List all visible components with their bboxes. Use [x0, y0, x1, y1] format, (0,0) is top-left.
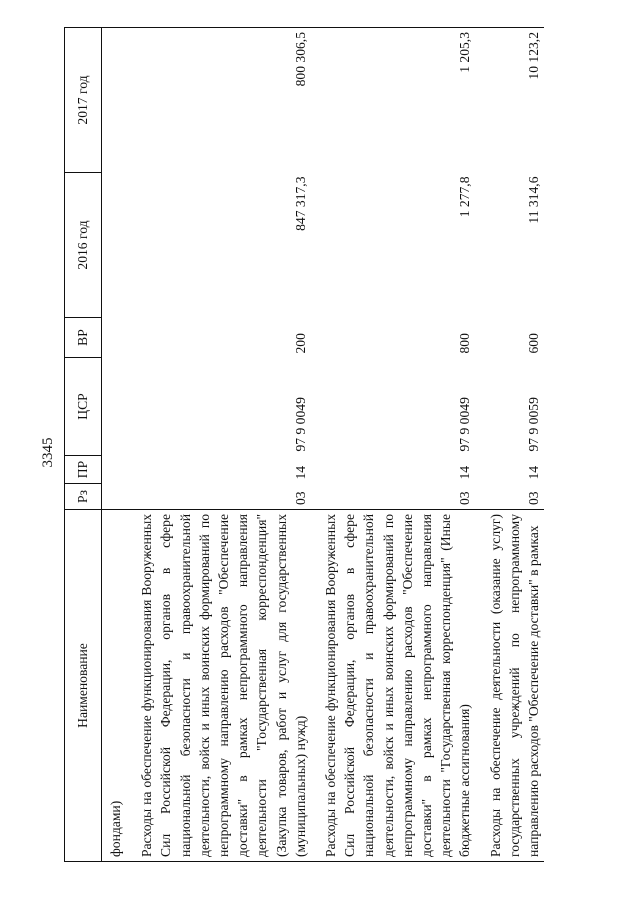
row-pr: 14	[457, 465, 473, 480]
row-rz: 03	[526, 491, 542, 505]
table-row	[476, 28, 545, 862]
header-rz: Рз	[65, 484, 102, 510]
row-pr: 14	[292, 465, 308, 480]
row-rz: 03	[292, 491, 308, 505]
row-2016: 11 314,6	[526, 176, 542, 224]
header-vr: ВР	[65, 318, 102, 358]
row-csr: 97 9 0049	[457, 397, 473, 452]
row-name: Расходы на обеспечение деятельности (оказание услуг) государственных учреждений по непрограммному направлению расходов "Обеспечение доставки" в рамках	[476, 510, 545, 862]
row-2017: 10 123,2	[476, 28, 545, 173]
header-2017: 2017 год	[65, 28, 102, 173]
row-vr: 600	[526, 333, 542, 354]
header-pr: ПР	[65, 456, 102, 484]
row-2017: 800 306,5	[125, 28, 311, 173]
page-number: 3345	[40, 437, 56, 468]
header-2016: 2016 год	[65, 173, 102, 318]
budget-table	[64, 27, 544, 862]
continuation-text: фондами)	[102, 510, 126, 862]
continuation-row	[102, 28, 126, 862]
header-csr: ЦСР	[65, 358, 102, 456]
table-row	[311, 28, 476, 862]
header-row	[65, 28, 102, 862]
row-name: Расходы на обеспечение функционирования Вооруженных Сил Российской Федерации, органов в сфере национальной безопасности и правоохранительной деятельности, войск и иных воинских формирований по непрограммному направлению расходов "Обеспечение доставки" в рамках непрограммного направления деятельности "Государственная корреспонденция" (Иные бюджетные ассигнования)	[311, 510, 476, 862]
row-csr: 97 9 0059	[526, 397, 542, 452]
row-2016: 847 317,3	[292, 176, 308, 231]
row-2017: 1 205,3	[311, 28, 476, 173]
header-name: Наименование	[65, 510, 102, 862]
row-pr: 14	[526, 465, 542, 480]
row-vr: 200	[292, 333, 308, 354]
table-row	[125, 28, 311, 862]
row-name: Расходы на обеспечение функционирования Вооруженных Сил Российской Федерации, органов в сфере национальной безопасности и правоохранительной деятельности, войск и иных воинских формирований по непрограммному направлению расходов "Обеспечение доставки" в рамках непрограммного направления деятельности "Государственная корреспонденция" (Закупка товаров, работ и услуг для государственных (муниципальных) нужд)	[125, 510, 311, 862]
row-rz: 03	[457, 491, 473, 505]
row-vr: 800	[457, 333, 473, 354]
row-2016: 1 277,8	[457, 176, 473, 218]
row-csr: 97 9 0049	[292, 397, 308, 452]
